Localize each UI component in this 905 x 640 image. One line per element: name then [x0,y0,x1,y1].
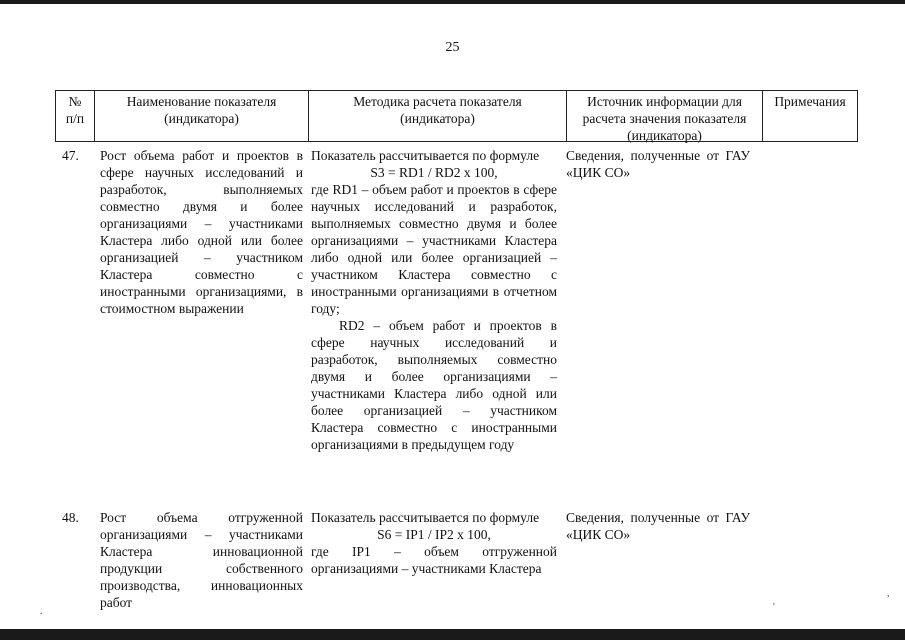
table-header [55,90,858,142]
method-intro: Показатель рассчитывается по формуле [311,510,540,525]
method-cell [311,147,557,453]
scan-speck: . [40,606,43,617]
header-num: № п/п [56,91,95,141]
scan-bottom-edge [0,629,905,640]
indicator-name: Рост объема работ и проектов в сфере научных исследований и разработок, выполняемых совместно двумя и более организациями – участниками Кластера либо одной или более организацией – участником Кластера совместно с иностранными организациями, в стоимостном выражении [100,148,303,316]
header-name: Наименование показателя (индикатора) [95,91,309,141]
method-definition: RD2 – объем работ и проектов в сфере научных исследований и разработок, выполняемых совместно двумя и более организациями – участниками Кластера либо одной или более организацией – участником Кластера совместно с иностранными организациями в предыдущем году [311,318,557,452]
header-notes: Примечания [774,94,846,109]
method-cell [311,509,557,577]
method-intro: Показатель рассчитывается по формуле [311,148,540,163]
header-method: Методика расчета показателя (индикатора) [309,91,567,141]
header-source: Источник информации для расчета значения показателя (индикатора) [567,91,763,141]
formula: S6 = IP1 / IP2 x 100, [377,527,491,542]
scan-top-edge [0,0,905,4]
scan-speck: , [887,588,890,599]
source-cell: Сведения, полученные от ГАУ «ЦИК СО» [566,148,750,180]
row-number: 48. [62,510,79,525]
indicator-name: Рост объема отгруженной организациями – участниками Кластера инновационной продукции собственного производства, инновационных работ [100,510,303,610]
page-number: 25 [445,40,460,55]
scan-speck: ' [773,602,775,613]
formula: S3 = RD1 / RD2 x 100, [370,165,498,180]
source-cell: Сведения, полученные от ГАУ «ЦИК СО» [566,510,750,542]
row-number: 47. [62,148,79,163]
method-definition: где IP1 – объем отгруженной организациями – участниками Кластера [311,544,557,576]
method-definition: где RD1 – объем работ и проектов в сфере научных исследований и разработок, выполняемых совместно двумя и более организациями – участниками Кластера либо одной или более организацией – участником Кластера совместно с иностранными организациями в отчетном году; [311,182,557,316]
